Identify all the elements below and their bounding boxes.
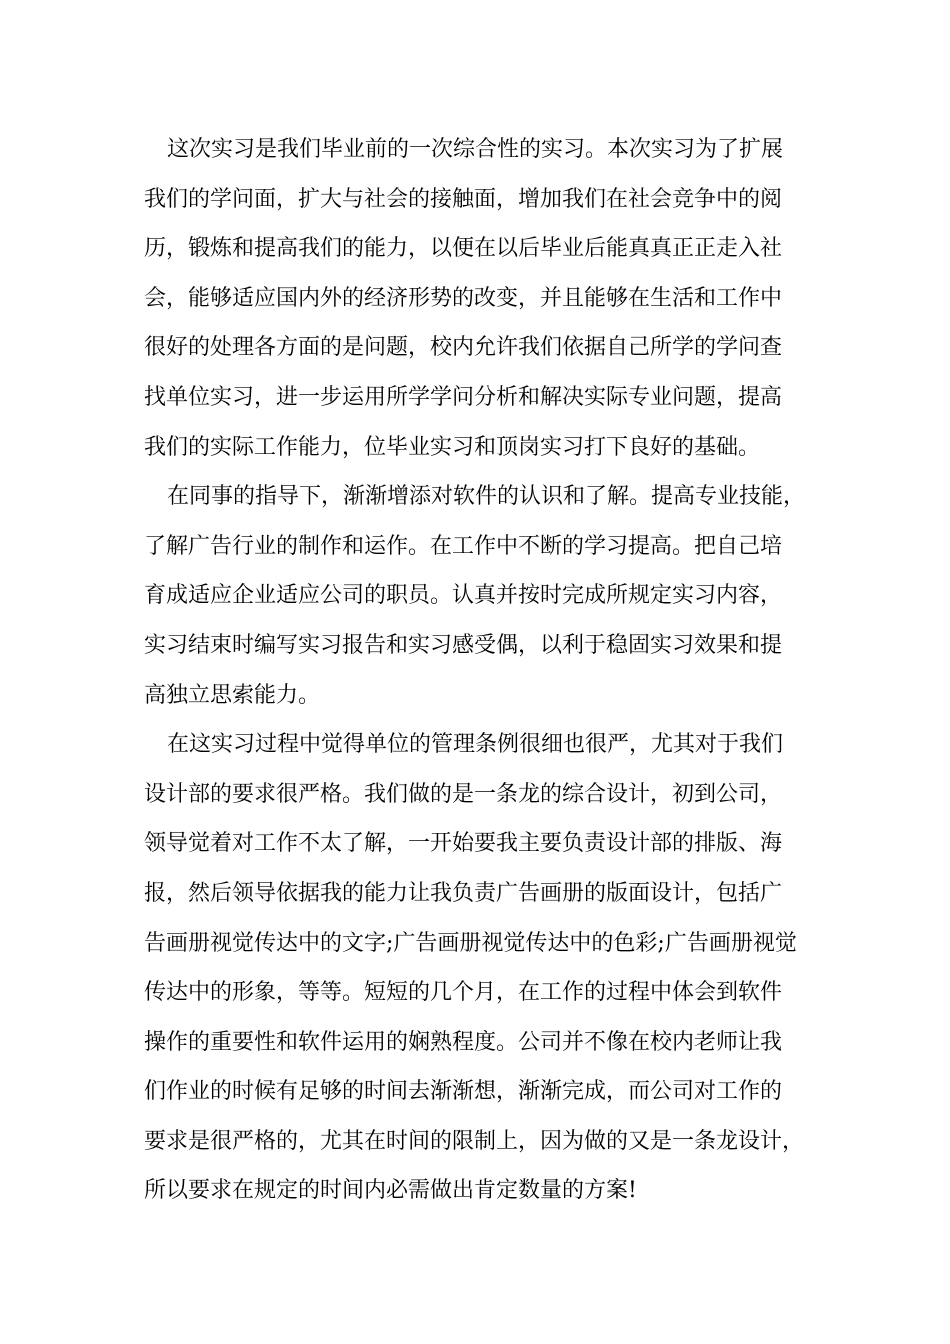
paragraph-line: 领导觉着对工作不太了解，一开始要我主要负责设计部的排版、海 bbox=[144, 831, 783, 857]
paragraph-line: 历，锻炼和提高我们的能力，以便在以后毕业后能真真正正走入社 bbox=[144, 236, 783, 262]
paragraph-1 bbox=[144, 125, 834, 472]
paragraph-line: 了解广告行业的制作和运作。在工作中不断的学习提高。把自己培 bbox=[144, 533, 783, 559]
paragraph-line: 报，然后领导依据我的能力让我负责广告画册的版面设计，包括广 bbox=[144, 880, 783, 906]
paragraph-line: 要求是很严格的，尤其在时间的限制上，因为做的又是一条龙设计， bbox=[144, 1128, 805, 1154]
paragraph-line: 育成适应企业适应公司的职员。认真并按时完成所规定实习内容， bbox=[144, 583, 783, 609]
paragraph-line: 们作业的时候有足够的时间去渐渐想，渐渐完成，而公司对工作的 bbox=[144, 1079, 783, 1105]
paragraph-line: 在这实习过程中觉得单位的管理条例很细也很严，尤其对于我们 bbox=[167, 732, 784, 758]
body-text bbox=[144, 125, 834, 1216]
paragraph-line: 操作的重要性和软件运用的娴熟程度。公司并不像在校内老师让我 bbox=[144, 1029, 783, 1055]
paragraph-line: 实习结束时编写实习报告和实习感受偶，以利于稳固实习效果和提 bbox=[144, 632, 783, 658]
paragraph-line: 所以要求在规定的时间内必需做出肯定数量的方案! bbox=[144, 1178, 637, 1204]
paragraph-line: 很好的处理各方面的是问题，校内允许我们依据自己所学的学问查 bbox=[144, 335, 783, 361]
paragraph-line: 告画册视觉传达中的文字;广告画册视觉传达中的色彩;广告画册视觉 bbox=[144, 930, 797, 956]
paragraph-line: 在同事的指导下，渐渐增添对软件的认识和了解。提高专业技能， bbox=[167, 484, 806, 510]
paragraph-line: 我们的学问面，扩大与社会的接触面，增加我们在社会竞争中的阅 bbox=[144, 186, 783, 212]
paragraph-line: 高独立思索能力。 bbox=[144, 682, 321, 708]
paragraph-line: 会，能够适应国内外的经济形势的改变，并且能够在生活和工作中 bbox=[144, 285, 783, 311]
paragraph-2 bbox=[144, 472, 834, 720]
paragraph-3 bbox=[144, 720, 834, 1216]
paragraph-line: 我们的实际工作能力，位毕业实习和顶岗实习打下良好的基础。 bbox=[144, 434, 761, 460]
paragraph-line: 找单位实习，进一步运用所学学问分析和解决实际专业问题，提高 bbox=[144, 384, 783, 410]
paragraph-line: 这次实习是我们毕业前的一次综合性的实习。本次实习为了扩展 bbox=[167, 137, 784, 162]
paragraph-line: 传达中的形象，等等。短短的几个月，在工作的过程中体会到软件 bbox=[144, 980, 783, 1006]
paragraph-line: 设计部的要求很严格。我们做的是一条龙的综合设计，初到公司， bbox=[144, 781, 783, 807]
